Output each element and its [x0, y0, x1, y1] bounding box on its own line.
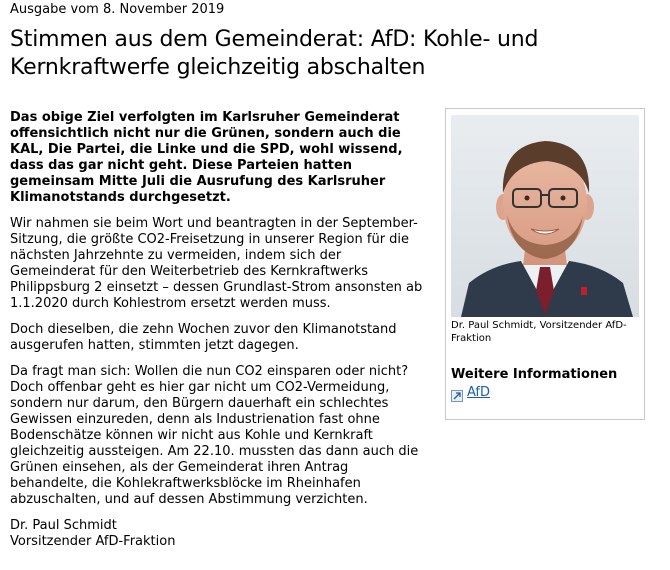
more-info-heading: Weitere Informationen	[451, 367, 618, 382]
signature	[10, 518, 430, 550]
afd-link[interactable]: AfD	[467, 385, 491, 400]
photo-caption: Dr. Paul Schmidt, Vorsitzender AfD-Fraktion	[451, 320, 627, 344]
info-sidebar	[445, 108, 645, 420]
headline: Stimmen aus dem Gemeinderat: AfD: Kohle- und Kernkraftwerfe gleichzeitig abschalten	[10, 27, 539, 80]
article-paragraph: Wir nahmen sie beim Wort und beantragten in der September-Sitzung, die größte CO2-Freisetzung in unserer Region für die nächsten Jahrzehnte zu vermeiden, indem sich der Gemeinderat für den Weiterbetrieb des Kernkraftwerks Philippsburg 2 einsetzt – dessen Grundlast-Strom ansonsten ab 1.1.2020 durch Kohlestrom ersetzt werden muss.	[10, 216, 423, 311]
portrait-photo	[451, 115, 639, 317]
article-body	[10, 110, 430, 550]
external-link-icon	[451, 387, 463, 399]
article-paragraph: Doch dieselben, die zehn Wochen zuvor den Klimanotstand ausgerufen hatten, stimmten jetzt dagegen.	[10, 322, 397, 353]
more-info-link-row	[451, 385, 490, 400]
issue-date: Ausgabe vom 8. November 2019	[10, 2, 225, 17]
article-lead: Das obige Ziel verfolgten im Karlsruher Gemeinderat offensichtlich nicht nur die Grünen, sondern auch die KAL, Die Partei, die Linke und die SPD, wohl wissend, dass das gar nicht geht. Diese Parteien hatten gemeinsam Mitte Juli die Ausrufung des Karlsruher Klimanotstands durchgesetzt.	[10, 110, 403, 205]
signature-name: Dr. Paul Schmidt	[10, 518, 117, 533]
signature-role: Vorsitzender AfD-Fraktion	[10, 534, 176, 549]
article-paragraph: Da fragt man sich: Wollen die nun CO2 einsparen oder nicht? Doch offenbar geht es hier gar nicht um CO2-Vermeidung, sondern nur darum, den Bürgern dauerhaft ein schlechtes Gewissen einzureden, denn als Industrienation fast ohne Bodenschätze können wir nicht aus Kohle und Kernkraft gleichzeitig aussteigen. Am 22.10. mussten das dann auch die Grünen einsehen, als der Gemeinderat ihren Antrag behandelte, die Kohlekraftwerksblöcke im Rheinhafen abzuschalten, und auf dessen Abstimmung verzichten.	[10, 364, 419, 507]
